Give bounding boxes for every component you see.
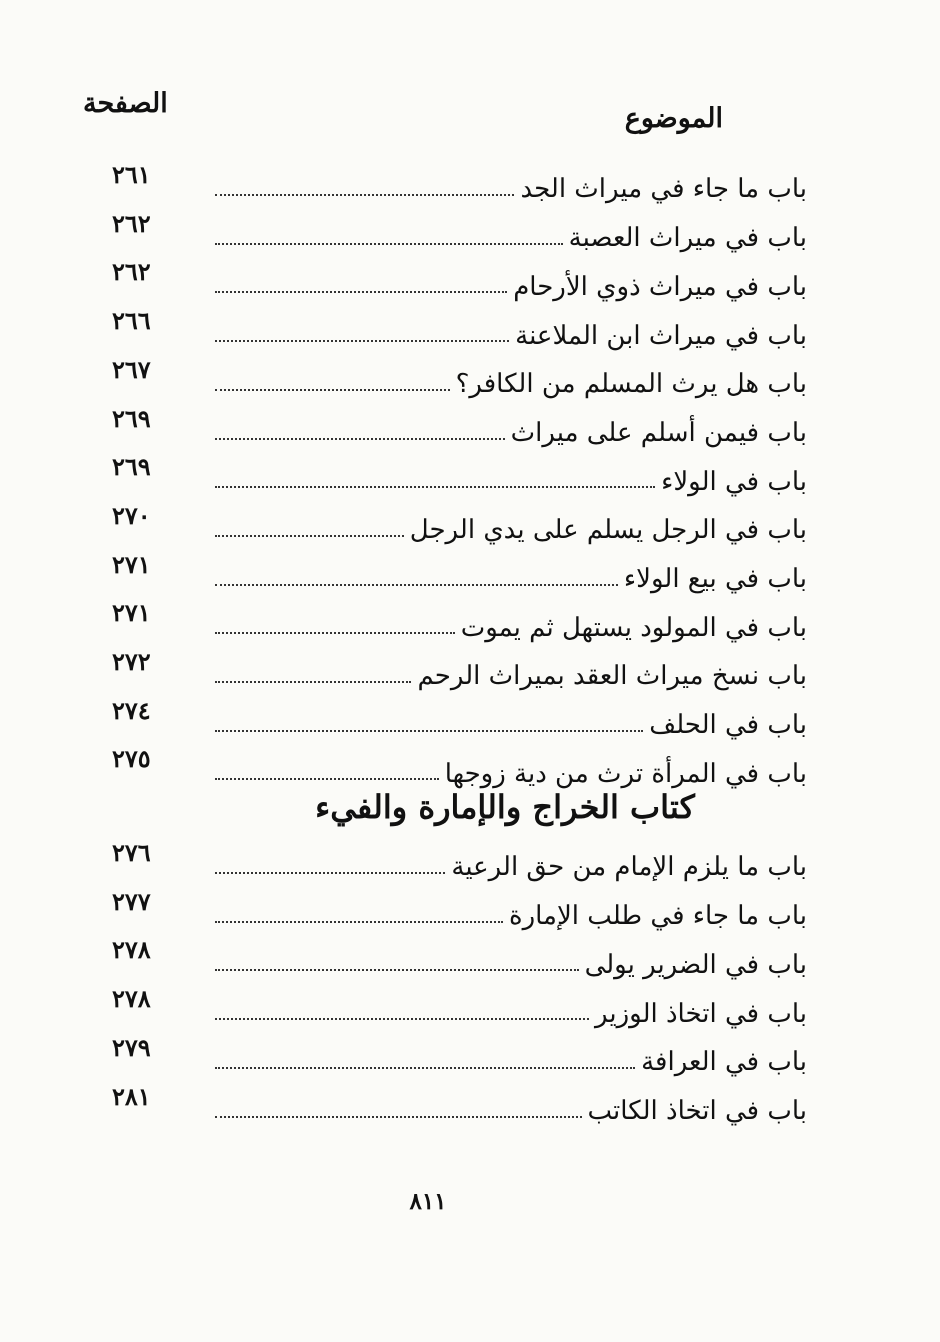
toc-entry [0,160,940,208]
toc-entry [0,598,940,646]
toc-entry-page: ٢٦٩ [112,452,151,482]
toc-entry-page: ٢٦٦ [112,306,151,336]
leader-dots [215,1018,589,1020]
toc-entry-title: باب في المولود يستهل ثم يموت [460,612,807,643]
toc-entry-page: ٢٧٠ [112,500,151,530]
leader-dots [215,969,579,971]
toc-entry-title: باب فيمن أسلم على ميراث [510,417,807,448]
toc-entry-title: باب في ميراث ذوي الأرحام [513,271,807,302]
leader-dots [215,872,445,874]
leader-dots [215,486,655,488]
toc-entry [0,1082,940,1130]
toc-entry [0,744,940,792]
leader-dots [215,632,455,634]
page-column-header: الصفحة [83,88,168,119]
leader-dots [215,1116,582,1118]
toc-entry [0,1033,940,1081]
toc-entry-page: ٢٦٢ [112,257,151,287]
page-number: ٨١١ [409,1188,447,1215]
leader-dots [215,778,439,780]
leader-dots [215,921,503,923]
toc-entry-page: ٢٧١ [112,549,151,579]
toc-entry-page: ٢٧٧ [112,886,151,916]
leader-dots [215,438,505,440]
toc-entry-title: باب ما جاء في ميراث الجد [520,174,807,205]
toc-entry [0,257,940,305]
leader-dots [215,584,618,586]
toc-entry [0,501,940,549]
leader-dots [215,730,643,732]
toc-entry-title: باب في ميراث العصبة [568,223,807,254]
toc-entry-title: باب في الرجل يسلم على يدي الرجل [409,515,807,546]
toc-entry [0,404,940,452]
toc-entry-page: ٢٧٢ [112,647,151,676]
toc-entry-title: باب في الحلف [649,710,807,741]
toc-entry-page: ٢٦٩ [112,403,151,433]
leader-dots [215,194,514,196]
toc-entry-title: باب ما يلزم الإمام من حق الرعية [451,852,807,883]
toc-entry-title: باب في العرافة [641,1047,807,1078]
toc-entry [0,355,940,403]
toc-entry-title: باب في المرأة ترث من دية زوجها [444,758,807,789]
topic-column-header: الموضوع [624,103,723,134]
leader-dots [215,340,509,342]
leader-dots [215,535,404,537]
toc-entry-page: ٢٦٧ [112,354,151,384]
toc-entry-page: ٢٦٢ [112,208,151,238]
leader-dots [215,243,563,245]
toc-entry-page: ٢٧٦ [112,838,151,867]
toc-entry-page: ٢٧٩ [112,1032,151,1062]
toc-entry-page: ٢٧٥ [112,744,151,774]
toc-entry-page: ٢٧١ [112,598,151,628]
leader-dots [215,681,411,683]
toc-entry [0,696,940,744]
toc-entry-title: باب هل يرث المسلم من الكافر؟ [455,369,807,400]
toc-entry-page: ٢٧٨ [112,984,151,1014]
toc-entry-page: ٢٧٨ [112,935,151,965]
toc-entry-page: ٢٧٤ [112,695,151,725]
toc-entry-title: باب ما جاء في طلب الإمارة [508,901,807,932]
toc-entry [0,838,940,886]
toc-entry-page: ٢٦١ [112,160,151,189]
toc-entry-title: باب في اتخاذ الكاتب [587,1095,807,1126]
toc-entry [0,984,940,1032]
toc-entry-title: باب في ميراث ابن الملاعنة [515,320,807,351]
toc-entry-title: باب في الولاء [661,466,807,497]
leader-dots [215,389,450,391]
section-heading: كتاب الخراج والإمارة والفيء [315,788,695,826]
toc-entry [0,209,940,257]
toc-entry [0,887,940,935]
leader-dots [215,291,507,293]
toc-entry [0,306,940,354]
toc-entry-title: باب في اتخاذ الوزير [595,998,807,1029]
toc-entry [0,647,940,695]
leader-dots [215,1067,635,1069]
toc-entry [0,452,940,500]
toc-entry-title: باب في بيع الولاء [623,564,807,594]
toc-entry-title: باب في الضرير يولى [584,949,807,980]
toc-entry-page: ٢٨١ [112,1081,151,1111]
toc-entry [0,550,940,598]
toc-entry [0,935,940,983]
toc-entry-title: باب نسخ ميراث العقد بميراث الرحم [417,661,807,692]
